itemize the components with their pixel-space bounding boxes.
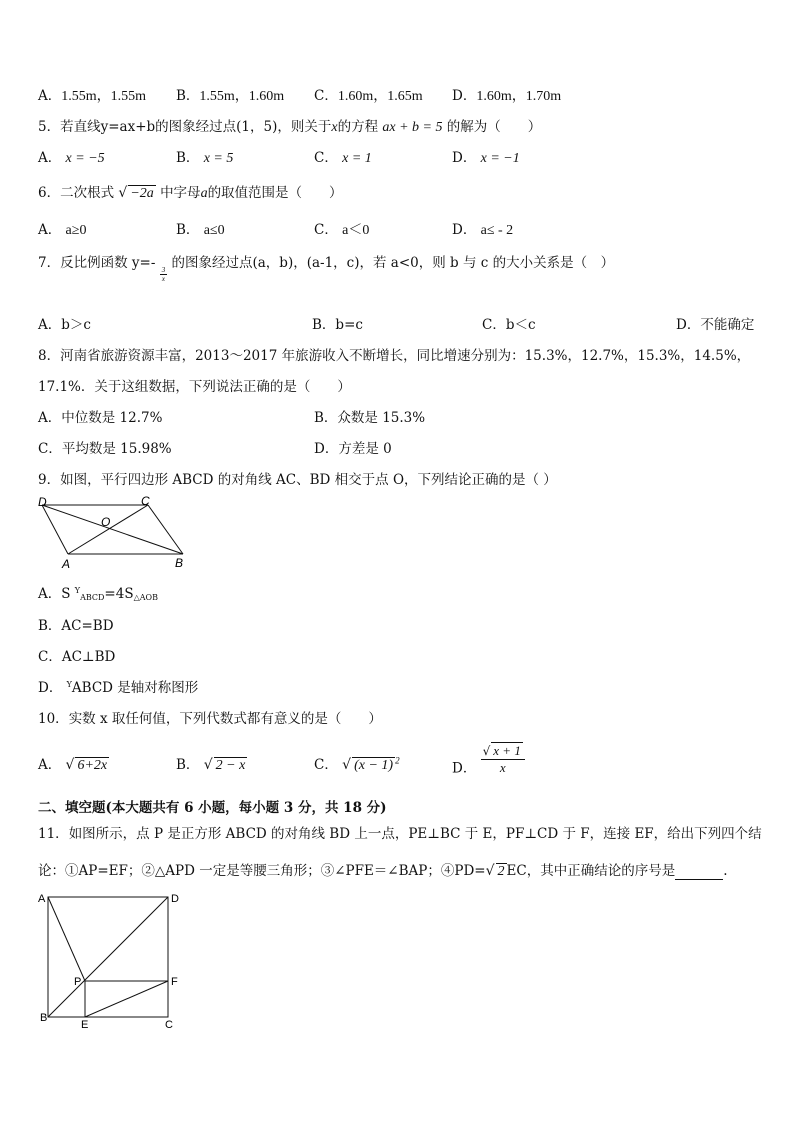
square-figure xyxy=(32,888,192,1033)
q4-option-d: D．1.60m，1.70m xyxy=(452,88,562,104)
label-a: A xyxy=(62,557,71,571)
q6-option-b: B． a≤0 xyxy=(176,222,225,238)
q8-option-c: C．平均数是 15.98% xyxy=(38,441,172,457)
q7-option-b: B．b=c xyxy=(312,317,363,333)
label-b: B xyxy=(175,556,184,570)
q5-equation: ax + b = 5 xyxy=(382,120,443,135)
q10-option-b: B． √ 2 − x xyxy=(176,757,246,773)
parallelogram-figure xyxy=(30,493,195,571)
question-5-stem: 5．若直线y=ax+b的图象经过点(1，5)，则关于x的方程 ax + b = 5 的解为（ ） xyxy=(38,119,542,135)
q9-option-a: A．S $^Y$ABCD=4S△AOB xyxy=(38,586,158,602)
q4-option-d-text: 1.60m，1.70m xyxy=(476,89,562,104)
label-d: D xyxy=(38,495,47,509)
section-2-title: 二、填空题(本大题共有 6 小题，每小题 3 分，共 18 分) xyxy=(38,800,387,816)
q10-option-c: C． √ (x − 1) $^2$ xyxy=(314,755,400,773)
q5-option-a: A． x = −5 xyxy=(38,150,105,166)
q7-option-a: A．b＞c xyxy=(38,317,91,333)
q5-option-d: D． x = −1 xyxy=(452,150,520,166)
label-c: C xyxy=(165,1019,173,1031)
label-b: B xyxy=(40,1012,48,1024)
q4-option-c-text: 1.60m，1.65m xyxy=(337,89,423,104)
label-p: P xyxy=(74,976,82,988)
question-9-stem: 9．如图，平行四边形 ABCD 的对角线 AC、BD 相交于点 O，下列结论正确的是（ ） xyxy=(38,472,557,488)
q7-fraction: $\frac{3}{x}$ xyxy=(161,266,166,283)
label-d: D xyxy=(171,893,179,905)
q10-option-a: A． √ 6+2x xyxy=(38,757,108,773)
label-e: E xyxy=(81,1019,89,1031)
question-8-stem-line2: 17.1%．关于这组数据，下列说法正确的是（ ） xyxy=(38,379,351,395)
q9-option-c: C．AC⊥BD xyxy=(38,649,116,665)
q4-option-c: C．1.60m，1.65m xyxy=(314,88,423,104)
label-f: F xyxy=(171,976,178,988)
question-10-stem: 10．实数 x 取任何值，下列代数式都有意义的是（ ） xyxy=(38,711,382,727)
answer-blank[interactable] xyxy=(675,865,723,880)
q6-option-a: A． a≥0 xyxy=(38,222,87,238)
q8-option-b: B．众数是 15.3% xyxy=(314,410,426,426)
question-8-stem-line1: 8．河南省旅游资源丰富，2013～2017 年旅游收入不断增长，同比增速分别为：15.3%，12.7%，15.3%，14.5%， xyxy=(38,348,751,364)
q8-option-d: D．方差是 0 xyxy=(314,441,392,457)
q6-radical: −2a xyxy=(130,186,154,201)
question-6-stem: 6．二次根式 √ −2a 中字母a的取值范围是（ ） xyxy=(38,185,343,201)
q4-option-b: B．1.55m，1.60m xyxy=(176,88,285,104)
question-11-stem-line2: 论：①AP=EF；②△APD 一定是等腰三角形；③∠PFE＝∠BAP；④PD=√ 2 EC，其中正确结论的序号是 . xyxy=(38,863,728,879)
label-c: C xyxy=(141,494,150,508)
q8-option-a: A．中位数是 12.7% xyxy=(38,410,163,426)
question-7-stem: 7．反比例函数 y=- $\frac{3}{x}$ 的图象经过点(a，b)，(a-1，c)，若 a<0，则 b 与 c 的大小关系是（ ） xyxy=(38,255,615,283)
q7-option-c: C．b＜c xyxy=(482,317,536,333)
q5-option-c: C． x = 1 xyxy=(314,150,372,166)
q9-option-b: B．AC=BD xyxy=(38,618,114,634)
q10-option-d: D． $\frac{√ x + 1}{x}$ xyxy=(452,742,525,777)
label-a: A xyxy=(38,893,46,905)
q4-option-b-text: 1.55m，1.60m xyxy=(199,89,285,104)
q7-option-d: D．不能确定 xyxy=(676,317,755,333)
label-o: O xyxy=(101,515,111,529)
q4-option-a-text: 1.55m，1.55m xyxy=(61,89,147,104)
q5-option-b: B． x = 5 xyxy=(176,150,234,166)
q4-option-a: A．1.55m，1.55m xyxy=(38,88,147,104)
question-11-stem-line1: 11．如图所示，点 P 是正方形 ABCD 的对角线 BD 上一点，PE⊥BC 于 E，PF⊥CD 于 F，连接 EF，给出下列四个结 xyxy=(38,826,762,842)
q9-option-d: D． $^Y$ABCD 是轴对称图形 xyxy=(38,680,199,696)
q6-option-c: C． a＜0 xyxy=(314,222,370,238)
q6-option-d: D． a≤ - 2 xyxy=(452,222,514,238)
